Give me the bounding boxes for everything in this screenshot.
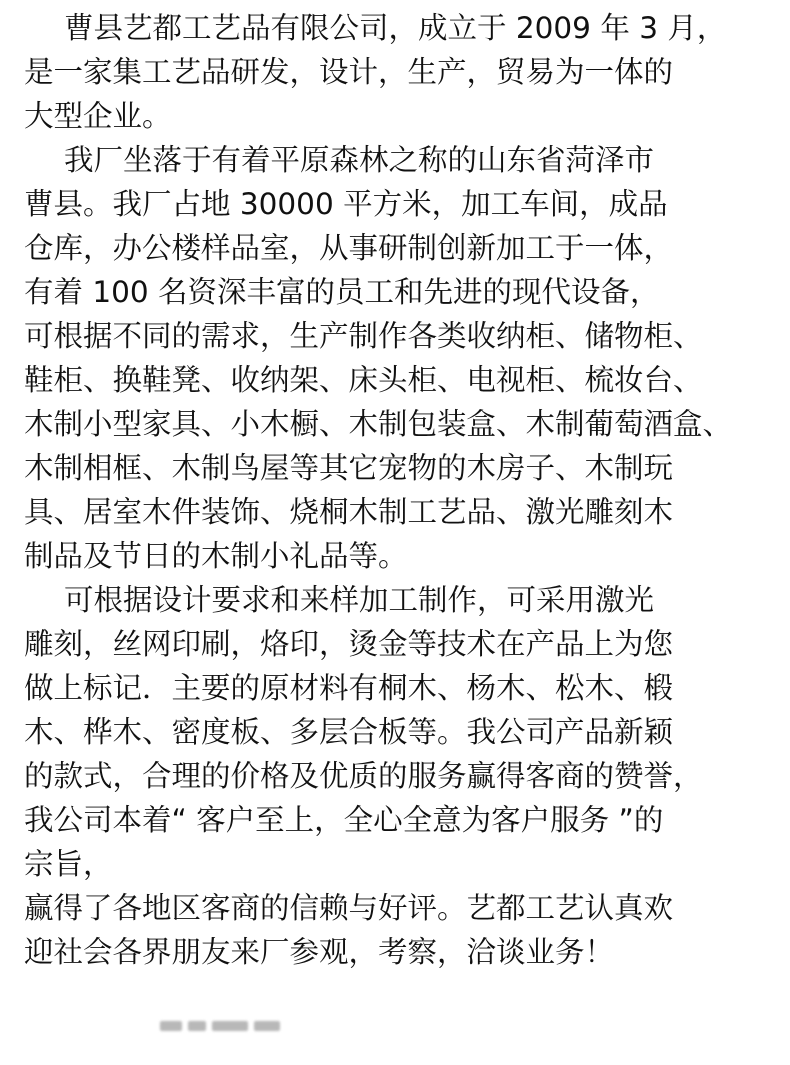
text-line-16: 做上标记．主要的原材料有桐木、杨木、松木、椴 (24, 671, 674, 705)
text-line-3: 大型企业。 (24, 99, 172, 133)
text-line-20: 宗旨， (24, 847, 113, 881)
text-line-22: 迎社会各界朋友来厂参观，考察，洽谈业务！ (24, 935, 615, 969)
blurred-watermark (160, 1016, 290, 1036)
text-line-18: 的款式，合理的价格及优质的服务赢得客商的赞誉， (24, 759, 703, 793)
text-line-5: 曹县。我厂占地 30000 平方米，加工车间，成品 (24, 187, 668, 221)
text-line-10: 木制小型家具、小木橱、木制包装盒、木制葡萄酒盒、 (24, 407, 733, 441)
text-line-21: 赢得了各地区客商的信赖与好评。艺都工艺认真欢 (24, 891, 674, 925)
text-line-14: 可根据设计要求和来样加工制作，可采用激光 (64, 583, 655, 617)
text-line-15: 雕刻，丝网印刷，烙印，烫金等技术在产品上为您 (24, 627, 674, 661)
text-line-2: 是一家集工艺品研发，设计，生产，贸易为一体的 (24, 55, 674, 89)
text-line-1: 曹县艺都工艺品有限公司，成立于 2009 年 3 月， (64, 11, 727, 45)
text-line-7: 有着 100 名资深丰富的员工和先进的现代设备， (24, 275, 660, 309)
text-line-17: 木、桦木、密度板、多层合板等。我公司产品新颖 (24, 715, 674, 749)
text-line-12: 具、居室木件装饰、烧桐木制工艺品、激光雕刻木 (24, 495, 674, 529)
text-line-4: 我厂坐落于有着平原森林之称的山东省菏泽市 (64, 143, 655, 177)
text-line-8: 可根据不同的需求，生产制作各类收纳柜、储物柜、 (24, 319, 703, 353)
text-line-9: 鞋柜、换鞋凳、收纳架、床头柜、电视柜、梳妆台、 (24, 363, 703, 397)
document-body (24, 6, 776, 974)
text-line-11: 木制相框、木制鸟屋等其它宠物的木房子、木制玩 (24, 451, 674, 485)
text-line-6: 仓库，办公楼样品室，从事研制创新加工于一体， (24, 231, 674, 265)
text-line-13: 制品及节日的木制小礼品等。 (24, 539, 408, 573)
text-line-19: 我公司本着“ 客户至上，全心全意为客户服务 ”的 (24, 803, 664, 837)
